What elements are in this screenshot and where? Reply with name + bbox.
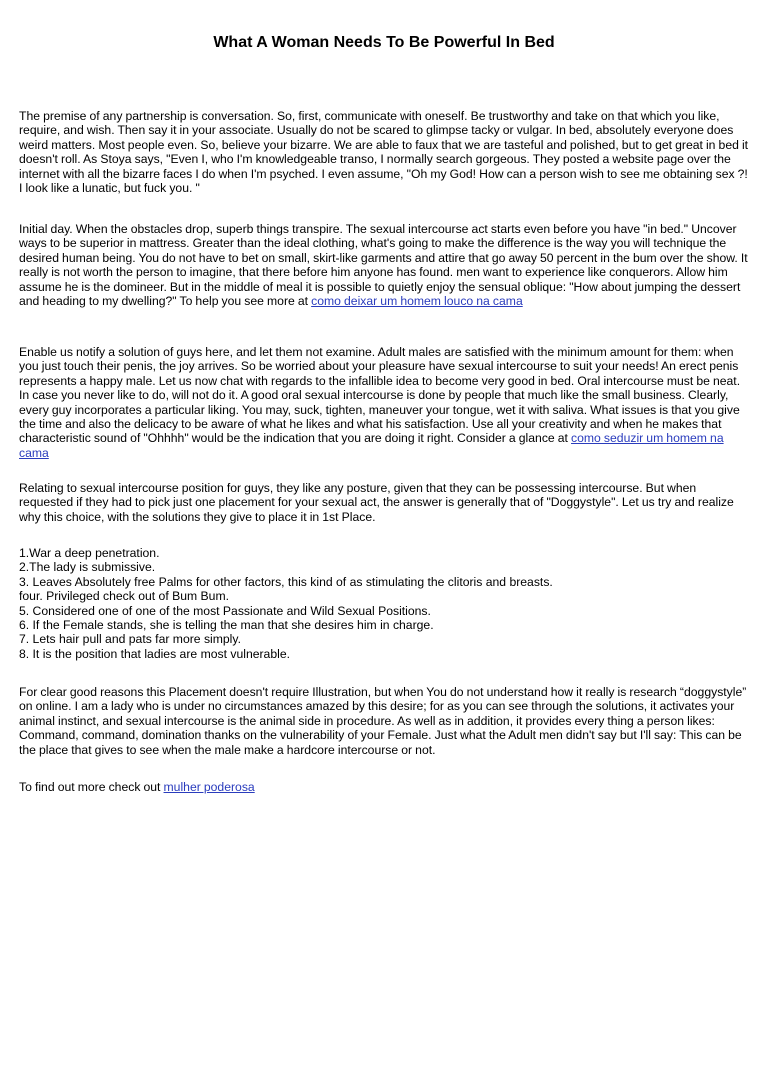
paragraph-3 bbox=[19, 345, 753, 460]
page-title: What A Woman Needs To Be Powerful In Bed bbox=[213, 34, 555, 51]
paragraph-4 bbox=[19, 481, 753, 524]
paragraph-6 bbox=[19, 780, 753, 794]
link-como-seduzir-um-homem-na-cama[interactable]: como seduzir um homem na cama bbox=[19, 431, 724, 460]
list-item: 6. If the Female stands, she is telling the man that she desires him in charge. bbox=[19, 618, 434, 633]
list-item: 8. It is the position that ladies are most vulnerable. bbox=[19, 646, 290, 661]
list-item: 5. Considered one of one of the most Passionate and Wild Sexual Positions. bbox=[19, 603, 431, 618]
list-item: 7. Lets hair pull and pats far more simply. bbox=[19, 632, 241, 647]
link-mulher-poderosa[interactable]: mulher poderosa bbox=[163, 780, 255, 794]
paragraph-2-text: Initial day. When the obstacles drop, superb things transpire. The sexual intercourse act starts even before you have "in bed." Uncover ways to be superior in mattress. Greater than the ideal clothing, what's going to make the difference is the way you will technique the desired human being. You do not have to bet on small, skirt-like garments and attire that go away 50 percent in the bum over the show. It really is not worth the person to imagine, that there before him anyone has found. men want to experience like conquerors. Allow him assume he is the domineer. But in the middle of meal it is possible to quietly enjoy the sensual oblique: "How about jumping the dessert and heading to my dwelling?" To help you see more at bbox=[19, 222, 748, 309]
paragraph-3-text: Enable us notify a solution of guys here, and let them not examine. Adult males are satisfied with the minimum amount for them: when you just touch their penis, the joy arrives. So be worried about your pleasure have sexual intercourse to suit your needs! An erect penis represents a happy male. Let us now chat with regards to the infallible idea to become very good in bed. Oral intercourse must be neat. In case you never like to do, will not do it. A good oral sexual intercourse is done by people that much like the small business. Clearly, every guy incorporates a particular liking. You may, suck, tighten, maneuver your tongue, wet it with saliva. What issues is that you give the time and also the delicacy to be aware of what he likes and what his satisfaction. Use all your creativity and when he makes that characteristic sound of "Ohhhh" would be the indication that you are doing it right. Consider a glance at bbox=[19, 345, 741, 446]
link-como-deixar-um-homem-louco-na-cama[interactable]: como deixar um homem louco na cama bbox=[311, 294, 523, 309]
list-item: four. Privileged check out of Bum Bum. bbox=[19, 589, 229, 604]
paragraph-5 bbox=[19, 685, 753, 757]
positions-list bbox=[19, 546, 753, 661]
paragraph-5-text: For clear good reasons this Placement doesn't require Illustration, but when You do not understand how it really is research “doggystyle” on online. I am a lady who is under no circumstances amazed by this desire; for as you can see through the solutions, it activates your animal instinct, and sexual intercourse is the animal side in procedure. As well as in addition, it provides every thing a person likes: Command, command, domination thanks on the vulnerability of your Female. Just what the Adult men didn't say but I'll say: This can be the place that gives to see when the male make a hardcore intercourse or not. bbox=[19, 685, 747, 757]
list-item: 3. Leaves Absolutely free Palms for other factors, this kind of as stimulating the clitoris and breasts. bbox=[19, 574, 553, 589]
list-item: 1.War a deep penetration. bbox=[19, 546, 160, 560]
paragraph-4-text: Relating to sexual intercourse position for guys, they like any posture, given that they can be possessing intercourse. But when requested if they had to pick just one placement for your sexual act, the answer is generally that of "Doggystyle". Let us try and realize why this choice, with the solutions they give to place it in 1st Place. bbox=[19, 481, 734, 524]
list-item: 2.The lady is submissive. bbox=[19, 560, 156, 575]
paragraph-1-text: The premise of any partnership is conversation. So, first, communicate with oneself. Be trustworthy and take on that which you like, require, and wish. Then say it in your associate. Usually do not be scared to glimpse tacky or vulgar. In bed, absolutely everyone does weird matters. Most people even. So, believe your bizarre. We are able to faux that we are tasteful and polished, but to get great in bed it doesn't roll. As Stoya says, "Even I, who I'm knowledgeable transo, I normally search gorgeous. They posted a website page over the internet with all the bizarre faces I do when I'm psyched. I even assume, "Oh my God! How can a person wish to see me obtaining sex ?! I look like a lunatic, but fuck you. " bbox=[19, 109, 749, 196]
paragraph-6-text: To find out more check out bbox=[19, 780, 164, 794]
paragraph-1 bbox=[19, 109, 753, 195]
paragraph-2 bbox=[19, 222, 753, 308]
